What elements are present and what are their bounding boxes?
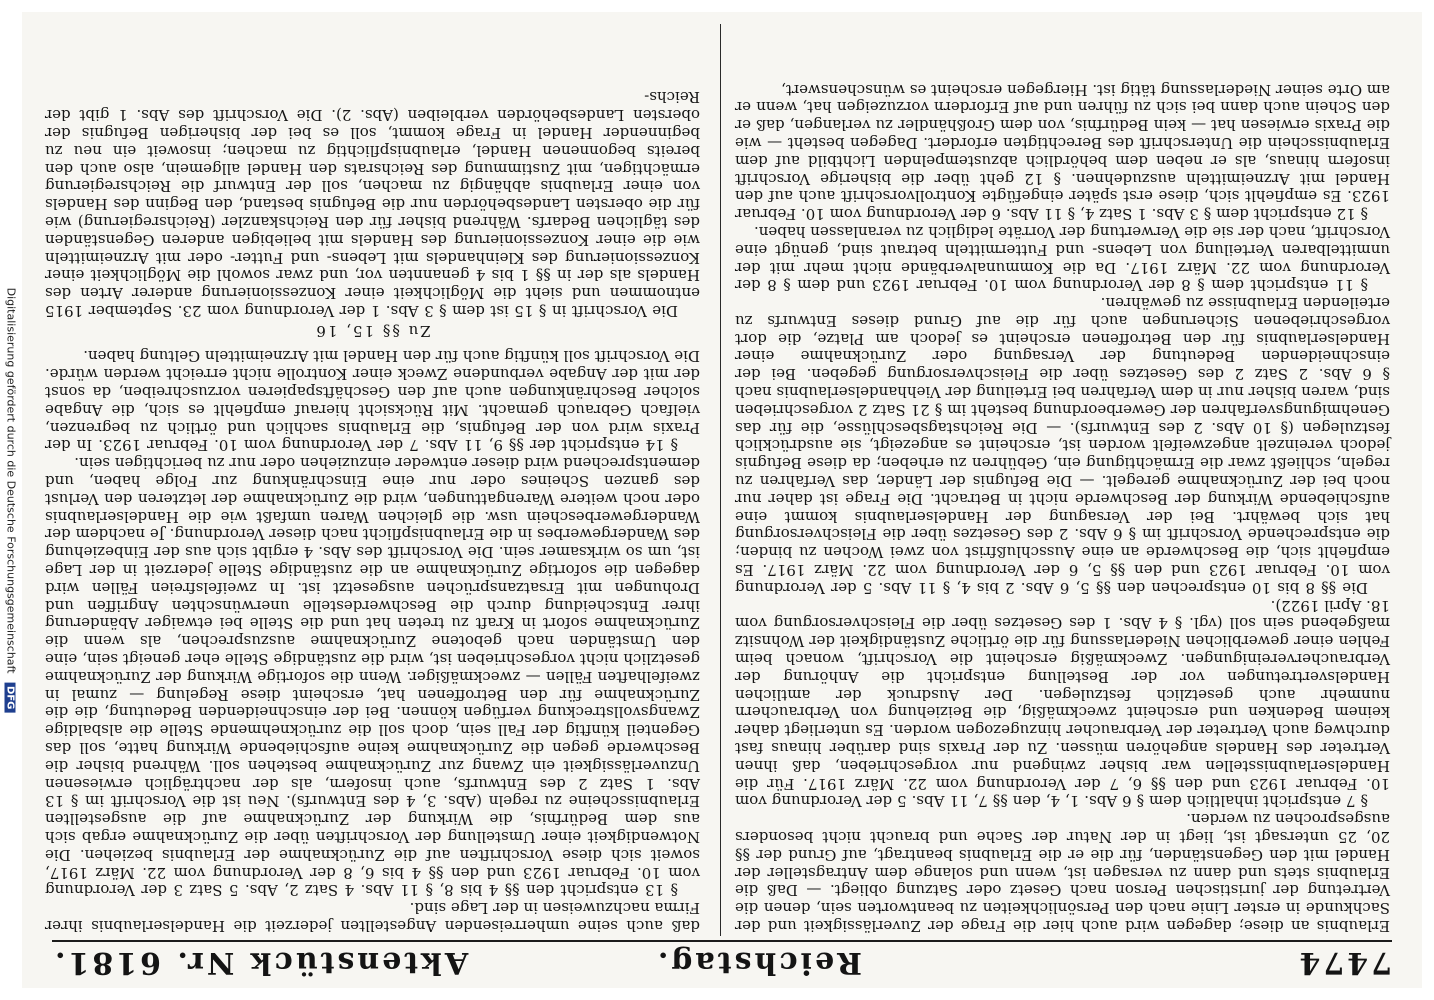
section-heading: Zu §§ 15, 16: [314, 321, 431, 340]
paragraph: § 7 entspricht inhaltlich dem § 6 Abs. 1, 4, den §§ 7, 11 Abs. 5 der Verordnung vom 10. Februar 1923 und den §§ 6, 7 der Verordnung vom 22. März 1917. Für die Handelserlaubnisstellen war bisher zwingend nur vorgeschrieben, daß ihnen Vertreter des Handels angehören müssen. Zu der Praxis sind darüber hinaus fast durchweg auch Vertreter der Verbraucher hinzugezogen worden. Es unterliegt daher keinem Bedenken und erscheint zweckmäßig, die Beiziehung von Verbrauchern nunmehr auch gesetzlich festzulegen. Der Ausdruck der amtlichen Handelsvertretungen vor der Bestellung entspricht die Anhörung der Verbrauchervereinigungen. Zweckmäßig erscheint die Vorschrift, wonach beim Fehlen einer gewerblichen Niederlassung für die örtliche Zuständigkeit der Wohnsitz maßgebend sein soll (vgl. § 4 Abs. 1 des Gesetzes über die Fleischversorgung vom 18. April 1922).: [735, 596, 1390, 811]
scanned-page: [22, 12, 1422, 988]
dfg-logo-icon: DFG: [5, 683, 16, 712]
paragraph: Erlaubnis an diese; dagegen wird auch hier die Frage der Zuverlässigkeit und der Sachkunde in erster Linie nach den Persönlichkeiten zu beantworten sein, denen die Vertretung der juristischen Person nach Gesetz oder Satzung obliegt. — Daß die Erlaubnis stets und dann zu versagen ist, wenn und solange dem Antragsteller der Handel mit den Gegenständen, für die er die Erlaubnis beantragt, auf Grund der §§ 20, 25 untersagt ist, liegt in der Natur der Sache und braucht nicht besonders ausgesprochen zu werden.: [735, 810, 1390, 935]
document-reference: Aktenstück Nr. 6181.: [52, 945, 469, 980]
text-column-left: [735, 80, 1390, 934]
paragraph: § 14 entspricht der §§ 9, 11 Abs. 7 der Verordnung vom 10. Februar 1923. In der Praxis wird von der Befugnis, die Erlaubnis sachlich und örtlich zu begrenzen, vielfach Gebrauch gemacht. Mit Rücksicht hierauf empfiehlt es sich, die Angabe solcher Beschränkungen auch auf den Geschäftspapieren vorzuschreiben, da sonst der mit der Angabe verbundene Zweck einer Kontrolle nicht erreicht werden würde. Die Vorschrift soll künftig auch für den Handel mit Arzneimitteln Geltung haben.: [45, 347, 700, 455]
page-title: Reichstag.: [654, 945, 862, 980]
digitization-credit: [2, 10, 20, 990]
paragraph: Die Vorschrift in § 15 ist dem § 3 Abs. 1 der Verordnung vom 23. September 1915 entnommen und sieht die Möglichkeit einer Konzessionierung anderer Arten des Handels als der in §§ 1 bis 4 genannten vor, und zwar sowohl die Möglichkeit einer Konzessionierung des Kleinhandels mit Lebens- und Futter- oder mit Arzneimitteln wie die einer Konzessionierung des Handels mit beliebigen anderen Gegenständen des täglichen Bedarfs. Während bisher für den Reichskanzler (Reichsregierung) wie für die obersten Landesbehörden nur die Befugnis bestand, den Beginn des Handels von einer Erlaubnis abhängig zu machen, soll der Entwurf die Reichsregierung ermächtigen, mit Zustimmung des Reichsrats den Handel allgemein, also auch den bereits begonnenen Handel, erlaubnispflichtig zu machen; insoweit ein neu zu beginnender Handel in Frage kommt, soll es bei der bisherigen Befugnis der obersten Landesbehörden verbleiben (Abs. 2). Die Vorschrift des Abs. 1 gibt der Reichs-: [45, 88, 700, 320]
paragraph: Die §§ 8 bis 10 entsprechen den §§ 5, 6 Abs. 2 bis 4, § 11 Abs. 5 der Verordnung vom 10. Februar 1923 und den §§ 5, 6 der Verordnung vom 22. März 1917. Es empfiehlt sich, die Beschwerde an eine Ausschlußfrist von zwei Wochen zu binden; die entsprechende Vorschrift im § 6 Abs. 2 des Gesetzes über die Fleischversorgung hat sich bewährt. Bei der Versagung der Handelserlaubnis kommt eine aufschiebende Wirkung der Beschwerde nicht in Betracht. Die Frage ist daher nur noch bei der Zurücknahme geregelt. — Die Befugnis der Länder, das Verfahren zu regeln, schließt zwar die Ermächtigung ein, Gebühren zu erheben; da diese Befugnis jedoch vereinzelt angezweifelt worden ist, erscheint es angezeigt, sie ausdrücklich festzulegen (§ 10 Abs. 2 des Entwurfs). — Die Reichstagsbeschlüsse, die für das Genehmigungsverfahren der Gewerbeordnung besteht im § 21 Satz 2 vorgeschrieben sind, waren bisher nur in dem Verfahren bei Erteilung der Viehhandelserlaubnis nach § 6 Abs. 2 Satz 2 des Gesetzes über die Fleischversorgung gegeben. Bei der einschneidenden Bedeutung der Versagung oder Zurücknahme einer Handelserlaubnis für den Betroffenen erscheint es jedoch am Platze, die dort vorgeschriebenen Sicherungen auch für die auf Grund dieses Entwurfs zu erteilenden Erlaubnisse zu gewähren.: [735, 294, 1390, 597]
page-number: 7474: [1296, 945, 1392, 980]
running-head: [52, 946, 1392, 980]
paragraph: § 12 entspricht dem § 3 Abs. 1 Satz 4, § 11 Abs. 6 der Verordnung vom 10. Februar 1923. Es empfiehlt sich, diese erst später eingefügte Kontrollvorschrift auch auf den Handel mit Arzneimitteln auszudehnen. § 12 geht über die bisherige Vorschrift insofern hinaus, als er neben dem behördlich abzustempelnden Lichtbild auf dem Erlaubnisschein die Unterschrift des Berechtigten erfordert. Dagegen besteht — wie die Praxis erwiesen hat — kein Bedürfnis, von dem Großhändler zu verlangen, daß er den Schein auch dann bei sich zu führen und auf Erfordern vorzuzeigen hat, wenn er am Orte seiner Niederlassung tätig ist. Hiergegen erscheint es wünschenswert,: [735, 80, 1390, 224]
credit-text: Digitalisierung gefördert durch die Deutsche Forschungsgemeinschaft: [4, 287, 18, 674]
paragraph: § 13 entspricht den §§ 4 bis 8, § 11 Abs. 4 Satz 2, Abs. 5 Satz 3 der Verordnung vom 10. Februar 1923 und den §§ 4 bis 6, 8 der Verordnung vom 22. März 1917, soweit sich diese Vorschriften auf die Zurücknahme der Erlaubnis beziehen. Die Notwendigkeit einer Umstellung der Vorschriften über die Zurücknahme ergab sich aus dem Bedürfnis, die Wirkung der Zurücknahme auf die ausgestellten Erlaubnisscheine zu regeln (Abs. 3, 4 des Entwurfs). Neu ist die Vorschrift im § 13 Abs. 1 Satz 2 des Entwurfs, auch insofern, als der nachträglich erwiesenen Unzuverlässigkeit ein Zwang zur Zurücknahme bestehen soll. Während bisher die Beschwerde gegen die Zurücknahme keine aufschiebende Wirkung hatte, soll das Gegenteil künftig der Fall sein, doch soll die zurücknehmende Stelle die alsbaldige Zwangsvollstreckung verfügen können. Bei der einschneidenden Bedeutung, die die Zurücknahme für den Betroffenen hat, erscheint diese Regelung — zumal in zweifelhaften Fällen — zweckmäßiger. Wenn die sofortige Wirkung der Zurücknahme gesetzlich nicht vorgeschrieben ist, wird die zuständige Stelle eher geneigt sein, eine den Umständen nach gebotene Zurücknahme auszusprechen, als wenn die Zurücknahme sofort in Kraft zu treten hat und die Stelle bei etwaiger Abänderung ihrer Entscheidung durch die Beschwerdestelle unerwünschten Angriffen und Drohungen mit Ersatzansprüchen ausgesetzt ist. In zweifelsfreien Fällen wird dagegen die sofortige Zurücknahme an die zuständige Stelle jederzeit in der Lage ist, um so wirksamer sein. Die Vorschrift des Abs. 4 ergibt sich aus der Einbeziehung des Wandergewerbes in die Erlaubnispflicht nach dieser Verordnung. Je nachdem der Wandergewerbeschein usw. die gleichen Waren umfaßt wie die Handelserlaubnis oder noch weitere Warengattungen, wird die Zurücknahme der letzteren den Verlust des ganzen Scheines oder nur eine Einschränkung zur Folge haben, und dementsprechend wird dieser entweder einzuziehen oder nur zu berichtigen sein.: [45, 454, 700, 900]
text-column-right: [45, 88, 700, 934]
credit-line: [5, 288, 18, 713]
column-divider: [720, 24, 721, 936]
paragraph: § 11 entspricht dem § 8 der Verordnung vom 10. Februar 1923 und dem § 8 der Verordnung vom 22. März 1917. Da die Kommunalverbände nicht mehr mit der unmittelbaren Verteilung von Lebens- und Futtermitteln betraut sind, genügt eine Vorschrift, nach der sie die Verwertung der Vorräte lediglich zu veranlassen haben.: [735, 222, 1390, 295]
header-rule: [52, 940, 1392, 942]
paragraph: daß auch seine umherreisenden Angestellten jederzeit die Handelserlaubnis ihrer Firma nachzuweisen in der Lage sind.: [45, 899, 700, 935]
